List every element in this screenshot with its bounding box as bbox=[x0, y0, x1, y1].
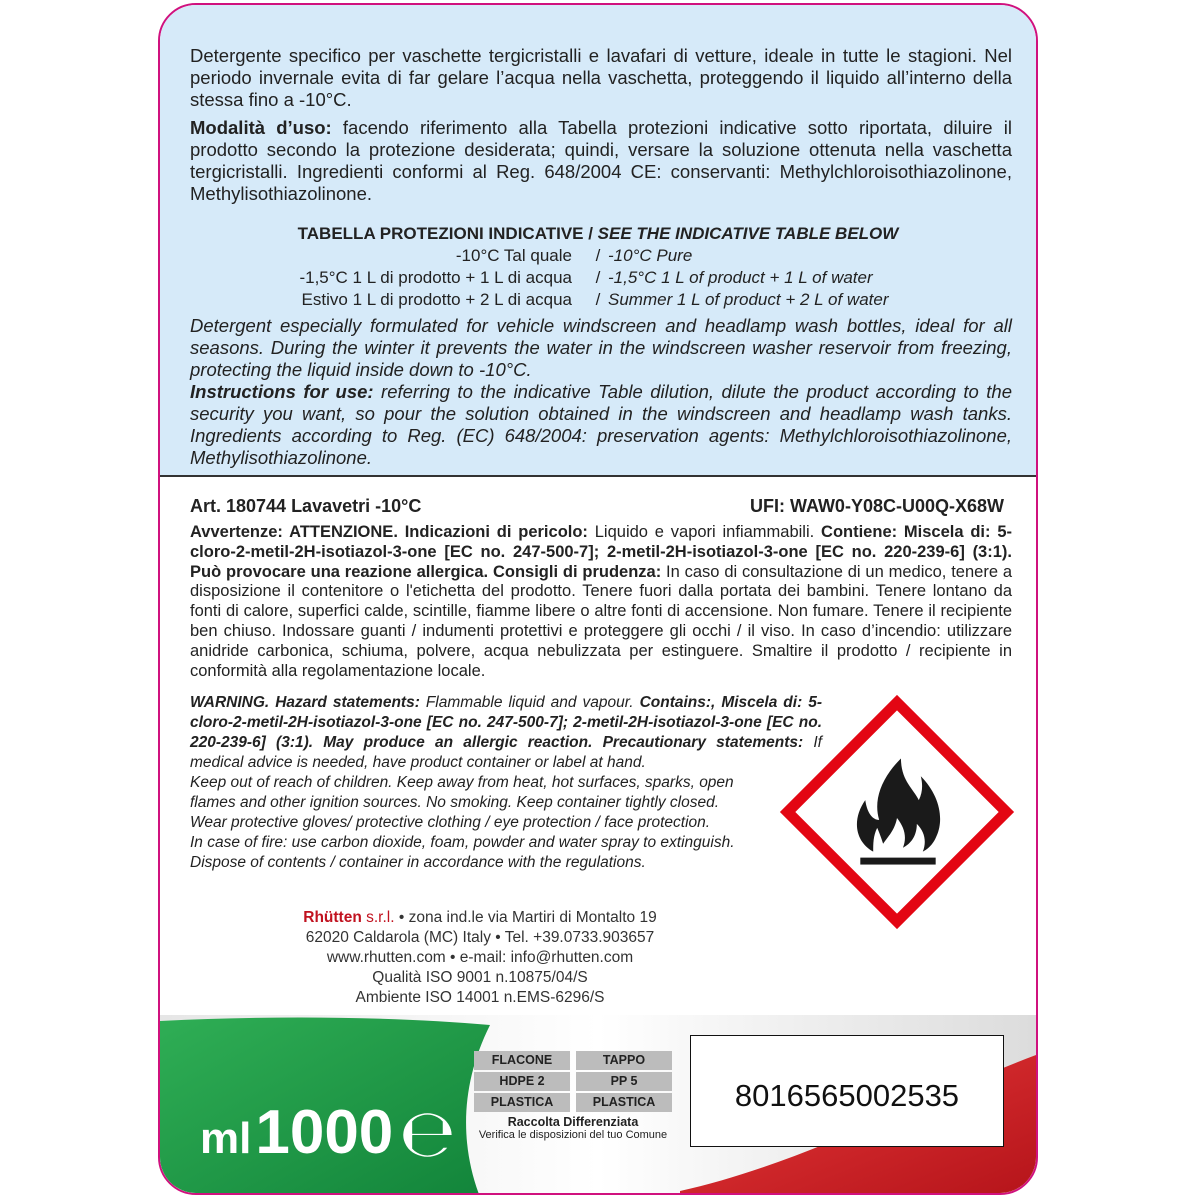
warning-line: Wear protective gloves/ protective clothing / eye protection / face protection. bbox=[190, 814, 711, 831]
barcode-box bbox=[690, 1035, 1004, 1147]
english-usage-label: Instructions for use: bbox=[190, 381, 374, 402]
protection-row: -10°C Tal quale / -10°C Pure bbox=[455, 246, 693, 265]
article-number: Art. 180744 Lavavetri -10°C bbox=[190, 496, 422, 516]
volume-unit: ml bbox=[200, 1114, 252, 1163]
english-description: Detergent especially formulated for vehicle windscreen and headlamp wash bottles, ideal for all seasons. During the winter it prevents the water in the windscreen washer reservoir from freezing, protecting the liquid inside down to -10°C. bbox=[190, 315, 1012, 380]
recycling-cell: PP 5 bbox=[576, 1072, 672, 1091]
recycling-subtitle: Verifica le disposizioni del tuo Comune bbox=[478, 1129, 668, 1141]
warning-line: Keep out of reach of children. Keep away from heat, hot surfaces, sparks, open bbox=[190, 774, 734, 791]
quality-certification: Qualità ISO 9001 n.10875/04/S bbox=[372, 969, 588, 986]
protection-row: -1,5°C 1 L di prodotto + 1 L di acqua / -1,5°C 1 L of product + 1 L of water bbox=[299, 268, 873, 287]
italian-warnings: Avvertenze: ATTENZIONE. Indicazioni di pericolo: Liquido e vapori infiammabili. Contiene: Miscela di: 5-cloro-2-metil-2H-isotiazol-3-one [EC no. 247-500-7]; 2-metil-2H-isotiazol-3-one [EC no. 220-239-6] (3:1). Può provocare una reazione allergica. Consigli di prudenza: In caso di consultazione di un medico, tenere a disposizione il contenitore o l'etichetta del prodotto. Tenere fuori dalla portata dei bambini. Tenere lontano da fonti di calore, superfici calde, scintille, fiamme libere o altre fonti di accensione. Non fumare. Tenere il recipiente ben chiuso. Indossare guanti / indumenti protettivi e proteggere gli occhi / il viso. In caso d’incendio: utilizzare anidride carbonica, schiuma, polvere, acqua nebulizzata per estinguere. Smaltire il prodotto / recipiente in conformità alla regolamentazione locale. bbox=[190, 523, 1013, 680]
company-contacts: www.rhutten.com • e-mail: info@rhutten.com bbox=[326, 949, 634, 966]
recycling-info bbox=[474, 1051, 672, 1141]
recycling-cell: HDPE 2 bbox=[474, 1072, 570, 1091]
recycling-cell: TAPPO bbox=[576, 1051, 672, 1070]
english-usage bbox=[190, 381, 1012, 469]
recycling-cell: PLASTICA bbox=[576, 1093, 672, 1112]
warning-line: In case of fire: use carbon dioxide, foam, powder and water spray to extinguish. bbox=[190, 834, 735, 851]
product-label bbox=[158, 3, 1038, 1195]
italian-usage-text: facendo riferimento alla Tabella protezioni indicative sotto riportata, diluire il prodotto secondo la protezione desiderata; quindi, versare la soluzione ottenuta nella vaschetta tergicristalli. Ingredienti conformi al Reg. 648/2004 CE: conservanti: Methylchloroisothiazolinone, Methylisothiazolinone. bbox=[190, 117, 1012, 204]
english-usage-text: referring to the indicative Table dilution, dilute the product according to the security you want, so pour the solution obtained in the windscreen and headlamp wash tanks. Ingredients according to Reg. (EC) 648/2004: preservation agents: Methylchloroisothiazolinone, Methylisothiazolinone. bbox=[190, 381, 1012, 468]
company-info: Rhütten s.r.l. • zona ind.le via Martiri di Montalto 19 62020 Caldarola (MC) Italy • Tel. +39.0733.903657 www.rhutten.com • e-mail: info@rhutten.com Qualità ISO 9001 n.10875/04/S Ambiente ISO 14001 n.EMS-6296/S bbox=[160, 908, 800, 1008]
protection-table bbox=[160, 223, 1036, 311]
flammable-hazard-icon bbox=[778, 693, 1016, 931]
italian-usage bbox=[190, 117, 1012, 205]
warning-line: flames and other ignition sources. No smoking. Keep container tightly closed. bbox=[190, 794, 720, 811]
brand-name: Rhütten bbox=[303, 909, 362, 926]
italian-description: Detergente specifico per vaschette tergicristalli e lavafari di vetture, ideale in tutte le stagioni. Nel periodo invernale evita di far gelare l’acqua nella vaschetta, proteggendo il liquido all’interno della stessa fino a -10°C. bbox=[190, 45, 1012, 110]
italian-usage-label: Modalità d’uso: bbox=[190, 117, 332, 138]
ufi-code: UFI: WAW0-Y08C-U00Q-X68W bbox=[749, 496, 1004, 516]
english-warnings-head: WARNING. Hazard statements: Flammable liquid and vapour. Contains:, Miscela di: 5-cloro-2-metil-2H-isotiazol-3-one [EC no. 247-500-7]; 2-metil-2H-isotiazol-3-one [EC no. 220-239-6] (3:1). May produce an allergic reaction. Precautionary statements: If medical advice is needed, have product container or label at hand. bbox=[190, 694, 823, 771]
barcode-number: 8016565002535 bbox=[734, 1078, 960, 1113]
protection-table-title: TABELLA PROTEZIONI INDICATIVE / SEE THE INDICATIVE TABLE BELOW bbox=[297, 224, 899, 243]
warning-line: Dispose of contents / container in accordance with the regulations. bbox=[190, 854, 646, 871]
recycling-cell: PLASTICA bbox=[474, 1093, 570, 1112]
english-warnings bbox=[190, 693, 822, 873]
recycling-title: Raccolta Differenziata bbox=[507, 1115, 639, 1129]
estimated-sign-icon: ℮ bbox=[399, 1095, 456, 1172]
net-volume bbox=[200, 1095, 456, 1172]
environment-certification: Ambiente ISO 14001 n.EMS-6296/S bbox=[355, 989, 605, 1006]
recycling-cell: FLACONE bbox=[474, 1051, 570, 1070]
protection-row: Estivo 1 L di prodotto + 2 L di acqua / Summer 1 L of product + 2 L of water bbox=[301, 290, 889, 309]
volume-value: 1000 bbox=[255, 1098, 394, 1167]
instructions-panel bbox=[160, 5, 1036, 477]
company-address: 62020 Caldarola (MC) Italy • Tel. +39.0733.903657 bbox=[305, 929, 655, 946]
